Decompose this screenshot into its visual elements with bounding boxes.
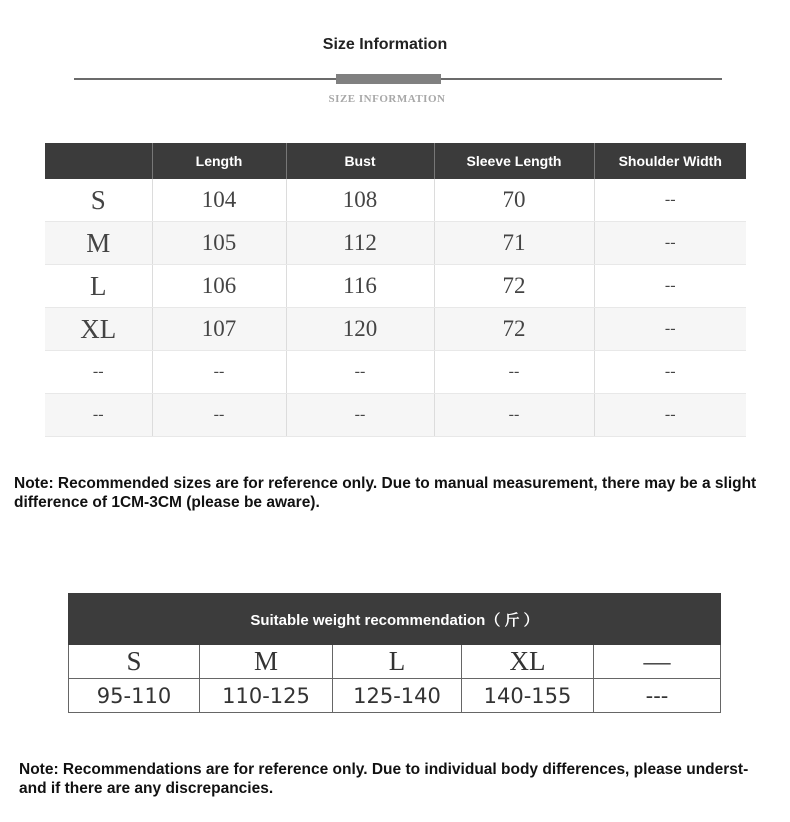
sleeve-length-value: 72 bbox=[434, 265, 594, 308]
bust-value: 116 bbox=[286, 265, 434, 308]
column-header-sleeve-length: Sleeve Length bbox=[434, 143, 594, 179]
shoulder-width-value: -- bbox=[594, 308, 746, 351]
sleeve-length-value: 70 bbox=[434, 179, 594, 222]
title-divider-accent bbox=[336, 74, 441, 84]
size-label: M bbox=[45, 222, 152, 265]
weight-range: 110-125 bbox=[200, 679, 333, 713]
weight-range: 125-140 bbox=[333, 679, 462, 713]
weight-value-row bbox=[69, 679, 721, 713]
sleeve-length-value: -- bbox=[434, 394, 594, 437]
shoulder-width-value: -- bbox=[594, 265, 746, 308]
table-row bbox=[45, 179, 746, 222]
column-header-length: Length bbox=[152, 143, 286, 179]
weight-size-label: — bbox=[594, 645, 721, 679]
weight-size-label: S bbox=[69, 645, 200, 679]
bust-value: 112 bbox=[286, 222, 434, 265]
bust-value: -- bbox=[286, 351, 434, 394]
size-label: S bbox=[45, 179, 152, 222]
column-header-bust: Bust bbox=[286, 143, 434, 179]
sleeve-length-value: -- bbox=[434, 351, 594, 394]
shoulder-width-value: -- bbox=[594, 394, 746, 437]
weight-range: 95-110 bbox=[69, 679, 200, 713]
weight-size-row bbox=[69, 645, 721, 679]
length-value: -- bbox=[152, 394, 286, 437]
bust-value: -- bbox=[286, 394, 434, 437]
length-value: 104 bbox=[152, 179, 286, 222]
weight-table bbox=[68, 593, 721, 713]
shoulder-width-value: -- bbox=[594, 351, 746, 394]
bust-value: 108 bbox=[286, 179, 434, 222]
table-row bbox=[45, 308, 746, 351]
size-table-header bbox=[45, 143, 746, 179]
shoulder-width-value: -- bbox=[594, 179, 746, 222]
column-header-shoulder-width: Shoulder Width bbox=[594, 143, 746, 179]
sleeve-length-value: 71 bbox=[434, 222, 594, 265]
weight-note-line-2: and if there are any discrepancies. bbox=[19, 780, 274, 797]
column-header-size bbox=[45, 143, 152, 179]
weight-size-label: XL bbox=[462, 645, 594, 679]
page-subtitle: SIZE INFORMATION bbox=[328, 93, 446, 105]
weight-table-header bbox=[69, 594, 721, 645]
page-title: Size Information bbox=[322, 36, 448, 53]
length-value: 105 bbox=[152, 222, 286, 265]
weight-range: 140-155 bbox=[462, 679, 594, 713]
bust-value: 120 bbox=[286, 308, 434, 351]
size-table bbox=[45, 143, 746, 437]
weight-table-title: Suitable weight recommendation（ 斤 ） bbox=[69, 594, 721, 645]
table-row bbox=[45, 351, 746, 394]
weight-range: --- bbox=[594, 679, 721, 713]
weight-size-label: L bbox=[333, 645, 462, 679]
size-label: XL bbox=[45, 308, 152, 351]
size-label: L bbox=[45, 265, 152, 308]
table-row bbox=[45, 265, 746, 308]
weight-note-line-1: Note: Recommendations are for reference only. Due to individual body differences, please underst- bbox=[19, 761, 749, 778]
sleeve-length-value: 72 bbox=[434, 308, 594, 351]
weight-note bbox=[19, 760, 789, 798]
size-label: -- bbox=[45, 394, 152, 437]
weight-size-label: M bbox=[200, 645, 333, 679]
table-row bbox=[45, 394, 746, 437]
length-value: 107 bbox=[152, 308, 286, 351]
table-row bbox=[45, 222, 746, 265]
size-note: Note: Recommended sizes are for reference only. Due to manual measurement, there may be a slight difference of 1CM-3CM (please be aware). bbox=[14, 475, 757, 511]
length-value: -- bbox=[152, 351, 286, 394]
shoulder-width-value: -- bbox=[594, 222, 746, 265]
length-value: 106 bbox=[152, 265, 286, 308]
size-label: -- bbox=[45, 351, 152, 394]
